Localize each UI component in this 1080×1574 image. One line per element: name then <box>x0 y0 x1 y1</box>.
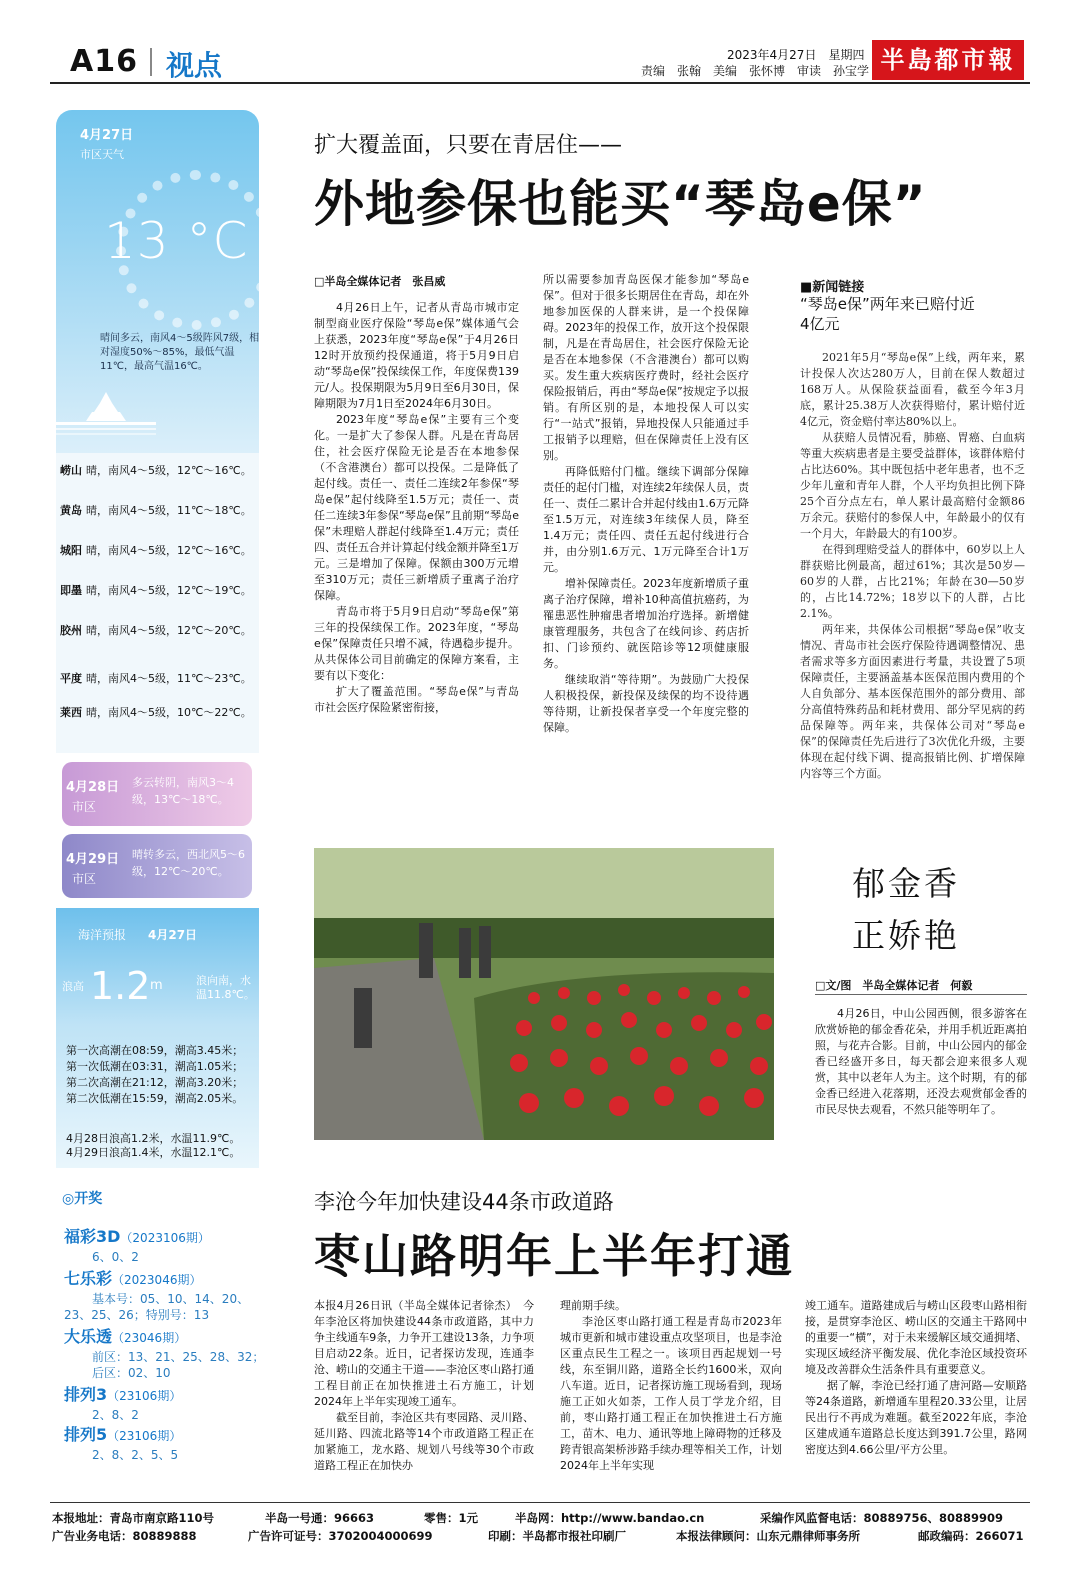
weather-description: 晴间多云，南风4～5级阵风7级，相对湿度50%～85%，最低气温11℃，最高气温16℃。 <box>100 333 260 372</box>
article3-column: 本报4月26日讯（半岛全媒体记者徐杰） 今年李沧区将加快建设44条市政道路，其中力争主线通车9条，力争开工建设13条，力争项目启动22条。近日，记者探访发现，连通李沧、崂山的交通主干道——李沧区枣山路打通工程目前正在加快推进土石方施工，计划2024年上半年实现竣工通车。 截至目前，李沧区共有枣园路、灵川路、延川路、四流北路等14个市政道路工程正在加紧施工，龙水路、规划八号线等30个市政道路工程正在加快办 <box>314 1299 534 1472</box>
news-link-tag: ■新闻链接 <box>800 280 865 295</box>
page-number: A16 <box>70 44 138 79</box>
tide-line: 第一次低潮在03:31，潮高1.05米； <box>66 1060 244 1073</box>
tide-line: 第二次高潮在21:12，潮高3.20米； <box>66 1076 244 1089</box>
weather-panel <box>56 110 259 453</box>
footer-rule <box>50 1502 1030 1503</box>
lottery-name: 排列3（23106期） <box>64 1385 182 1404</box>
footer-supervision: 采编作风监督电话：80889756、80889909 <box>760 1511 1004 1525</box>
lottery-value: 2、8、2 <box>92 1408 139 1422</box>
news-link-title: “琴岛e保”两年来已赔付近4亿元 <box>800 295 975 333</box>
forecast-date: 4月28日 <box>66 780 120 795</box>
footer-ad-phone: 广告业务电话：80889888 <box>52 1529 197 1543</box>
later-forecast: 4月28日浪高1.2米，水温11.9℃。 <box>66 1132 241 1145</box>
lottery-name: 排列5（23106期） <box>64 1425 182 1444</box>
ocean-title: 海洋预报 <box>78 928 127 942</box>
photo-byline: □文/图 半岛全媒体记者 何毅 <box>815 979 973 992</box>
district-row: 胶州 晴，南风4～5级，12℃～20℃。 <box>60 624 252 637</box>
weather-temperature: 13 °C <box>104 212 249 270</box>
wave-label: 浪高 <box>62 980 84 993</box>
lottery-value: 2、8、2、5、5 <box>92 1448 179 1462</box>
article1-headline: 外地参保也能买“琴岛e保” <box>314 175 927 233</box>
forecast-place: 市区 <box>72 800 97 814</box>
lottery-value: 23、25、26；特别号：13 <box>64 1308 210 1322</box>
lottery-name: 七乐彩（2023046期） <box>64 1269 202 1288</box>
lottery-heading: ◎开奖 <box>62 1191 103 1207</box>
district-row: 崂山 晴，南风4～5级，12℃～16℃。 <box>60 464 252 477</box>
news-link-column: 2021年5月“琴岛e保”上线，两年来，累计投保人次达280万人，目前在保人数超过168万人。从保险获益面看，截至今年3月底，累计25.38万人次获得赔付，累计赔付近4亿元，资金赔付率达80%以上。 从获赔人员情况看，肺癌、胃癌、白血病等重大疾病患者是主要受益群体，该群体赔付占比达60%。其中既包括中老年患者，也不乏少年儿童和青年人群，个人平均负担比例下降25个百分点左右，单人累计最高赔付金额86万余元。获赔付的参保人中，年龄最小的仅有一个月大，年龄最大的有100岁。 在得到理赔受益人的群体中，60岁以上人群获赔比例最高，超过61%；其次是50岁—60岁的人群，占比21%；年龄在30—50岁的，占比14.72%；18岁以下的人群，占比2.1%。 两年来，共保体公司根据“琴岛e保”收支情况、青岛市社会医疗保险待遇调整情况、患者需求等多方面因素进行考量，共设置了5项保障责任，主要涵盖基本医保范围内费用的个人自负部分、基本医保范围外的部分费用、部分高值特殊药品和耗材费用、部分罕见病的药品保障等。两年来，共保体公司对“琴岛e保”的保障责任先后进行了3次优化升级，主要体现在起付线下调、提高报销比例、扩增保障内容等三个方面。 <box>800 351 1025 780</box>
lottery-name: 福彩3D（2023106期） <box>64 1227 210 1246</box>
photo-caption: 4月26日，中山公园西侧，很多游客在欣赏娇艳的郁金香花朵，并用手机近距离拍照，与花卉合影。目前，中山公园内的郁金香已经盛开多日，每天都会迎来很多人观赏，其中以老年人为主。这个时期，有的郁金香已经进入花落期，还没去观赏郁金香的市民尽快去观看，不然只能等明年了。 <box>815 1007 1027 1116</box>
lottery-value: 基本号：05、10、14、20、 <box>92 1292 250 1306</box>
article1-kicker: 扩大覆盖面，只要在青居住—— <box>314 133 623 158</box>
header-rule <box>50 82 1030 84</box>
weather-date: 4月27日 <box>80 128 134 143</box>
article3-column: 竣工通车。道路建成后与崂山区段枣山路相衔接，是贯穿李沧区、崂山区的交通主干路网中的重要一“横”，对于未来缓解区域交通拥堵、实现区域经济平衡发展、优化李沧区域投资环境及改善群众生活条件具有重要意义。 据了解，李沧已经打通了唐河路—安顺路等24条道路，新增通车里程20.33公里，让居民出行不再成为难题。截至2022年底，李沧区建成通车道路总长度达到391.7公里，路网密度达到4.66公里/平方公里。 <box>805 1299 1027 1456</box>
editor-credits: 责编 张翰 美编 张怀博 审读 孙宝学 <box>641 64 870 78</box>
wave-direction: 浪向南，水温11.8℃。 <box>196 974 255 1001</box>
photo-title-line1: 郁金香 <box>852 864 960 903</box>
tide-line: 第一次高潮在08:59，潮高3.45米； <box>66 1044 244 1057</box>
footer-price: 零售：1元 <box>424 1511 479 1525</box>
tide-line: 第二次低潮在15:59，潮高2.05米。 <box>66 1092 244 1105</box>
district-row: 莱西 晴，南风4～5级，10℃～22℃。 <box>60 706 252 719</box>
district-row: 城阳 晴，南风4～5级，12℃～16℃。 <box>60 544 252 557</box>
lottery-value: 前区：13、21、25、28、32； <box>92 1350 265 1364</box>
article3-kicker: 李沧今年加快建设44条市政道路 <box>314 1190 614 1214</box>
article1-column: 4月26日上午，记者从青岛市城市定制型商业医疗保险“琴岛e保”媒体通气会上获悉，2023年度“琴岛e保”于4月26日12时开放预约投保通道，将于5月9日启动“琴岛e保”投保续保工作，年度保费139元/人。投保期限为5月9日至6月30日，保障期限为7月1日至2024年6月30日。 2023年度“琴岛e保”主要有三个变化。一是扩大了参保人群。凡是在青岛居住，社会医疗保险无论是否在本地参保（不含港澳台）都可以投保。二是降低了起付线。责任一、责任二连续2年参保“琴岛e保”起付线降至1.5万元；责任一、责任二连续3年参保“琴岛e保”且前期“琴岛e保”未理赔人群起付线降至1.4万元；责任四、责任五合并计算起付线金额并降至1万元。三是增加了保障。保额由300万元增至310万元；责任三新增质子重离子治疗保障。 青岛市将于5月9日启动“琴岛e保”第三年的投保续保工作。2023年度，“琴岛e保”保障责任只增不减，待遇稳步提升。从共保体公司目前确定的保障方案看，主要有以下变化： 扩大了覆盖范围。“琴岛e保”与青岛市社会医疗保险紧密衔接， <box>314 301 519 714</box>
forecast-place: 市区 <box>72 872 97 886</box>
district-weather-list <box>56 453 259 753</box>
article1-column: 所以需要参加青岛医保才能参加“琴岛e保”。但对于很多长期居住在青岛，却在外地参加医保的人群来讲，是一个投保障碍。2023年的投保工作，放开这个投保限制，凡是在青岛居住，社会医疗保险无论是否在本地参保（不含港澳台）都可以购买。发生重大疾病医疗费时，经社会医疗保险报销后，再由“琴岛e保”按规定予以报销。有所区别的是，本地投保人可以实行“一站式”报销，异地投保人只能通过手工报销予以理赔，但在保障责任上没有区别。 再降低赔付门槛。继续下调部分保障责任的起付门槛，对连续2年续保人员，责任一、责任二累计合并起付线由1.6万元降至1.5万元，对连续3年续保人员，降至1.4万元；责任四、责任五起付线进行合并，由分别1.6万元、1万元降至合计1万元。 增补保障责任。2023年度新增质子重离子治疗保障，增补10种高值抗癌药，为罹患恶性肿瘤患者增加治疗选择。新增健康管理服务，共包含了在线问诊、药店折扣、门诊预约、就医陪诊等12项健康服务。 继续取消“等待期”。为鼓励广大投保人积极投保，新投保及续保的均不设待遇等待期，让新投保者享受一个年度完整的保障。 <box>543 273 749 734</box>
district-row: 即墨 晴，南风4～5级，12℃～19℃。 <box>60 584 252 597</box>
footer-website: 半岛网：http://www.bandao.cn <box>515 1511 705 1525</box>
issue-date: 2023年4月27日 星期四 <box>727 48 865 62</box>
wave-height: 1.2 <box>90 964 151 1008</box>
wave-unit: m <box>150 978 163 993</box>
footer-hotline: 半岛一号通：96663 <box>265 1511 375 1525</box>
section-title: 视点 <box>166 49 223 82</box>
lottery-name: 大乐透（23046期） <box>64 1327 187 1346</box>
article3-column: 理前期手续。 李沧区枣山路打通工程是青岛市2023年城市更新和城市建设重点攻坚项目，也是李沧区重点民生工程之一。该项目西起规划一号线，东至铜川路，道路全长约1600米，双向八车道。近日，记者探访施工现场看到，现场施工正如火如荼，工作人员丁学龙介绍，目前，枣山路打通工程正在加快推进土石方施工，苗木、电力、通讯等地上障碍物的迁移及跨青银高架桥涉路手续办理等相关工作，计划2024年上半年实现 <box>560 1299 782 1472</box>
lottery-value: 后区：02、10 <box>92 1366 171 1380</box>
forecast-card <box>62 834 252 898</box>
photo-title-line2: 正娇艳 <box>852 916 960 955</box>
newspaper-logo: 半島都市報 <box>872 40 1024 80</box>
footer-address: 本报地址：青岛市南京路110号 <box>52 1511 215 1525</box>
article1-byline: □半岛全媒体记者 张昌威 <box>314 275 446 288</box>
district-row: 黄岛 晴，南风4～5级，11℃～18℃。 <box>60 504 252 517</box>
landmark-pier-icon <box>56 388 156 440</box>
photo-byline-rule <box>815 994 1027 995</box>
footer-license: 广告许可证号：3702004000699 <box>248 1529 433 1543</box>
footer-postcode: 邮政编码：266071 <box>918 1529 1024 1543</box>
district-row: 平度 晴，南风4～5级，11℃～23℃。 <box>60 672 252 685</box>
forecast-text: 晴转多云，西北风5～6级，12℃～20℃。 <box>132 848 245 878</box>
ocean-date: 4月27日 <box>148 928 198 942</box>
footer-legal: 本报法律顾问：山东元鼎律师事务所 <box>676 1529 860 1543</box>
lottery-value: 6、0、2 <box>92 1250 139 1264</box>
ocean-forecast-panel <box>56 908 259 1168</box>
article3-headline: 枣山路明年上半年打通 <box>314 1229 794 1283</box>
weather-label: 市区天气 <box>80 148 124 161</box>
footer-printer: 印刷：半岛都市报社印刷厂 <box>488 1529 626 1543</box>
tulip-photo <box>314 848 774 1140</box>
forecast-card <box>62 762 252 826</box>
later-forecast: 4月29日浪高1.4米，水温12.1℃。 <box>66 1146 241 1159</box>
forecast-date: 4月29日 <box>66 852 120 867</box>
header-divider <box>150 48 152 76</box>
forecast-text: 多云转阴，南风3～4级，13℃～18℃。 <box>132 776 234 806</box>
